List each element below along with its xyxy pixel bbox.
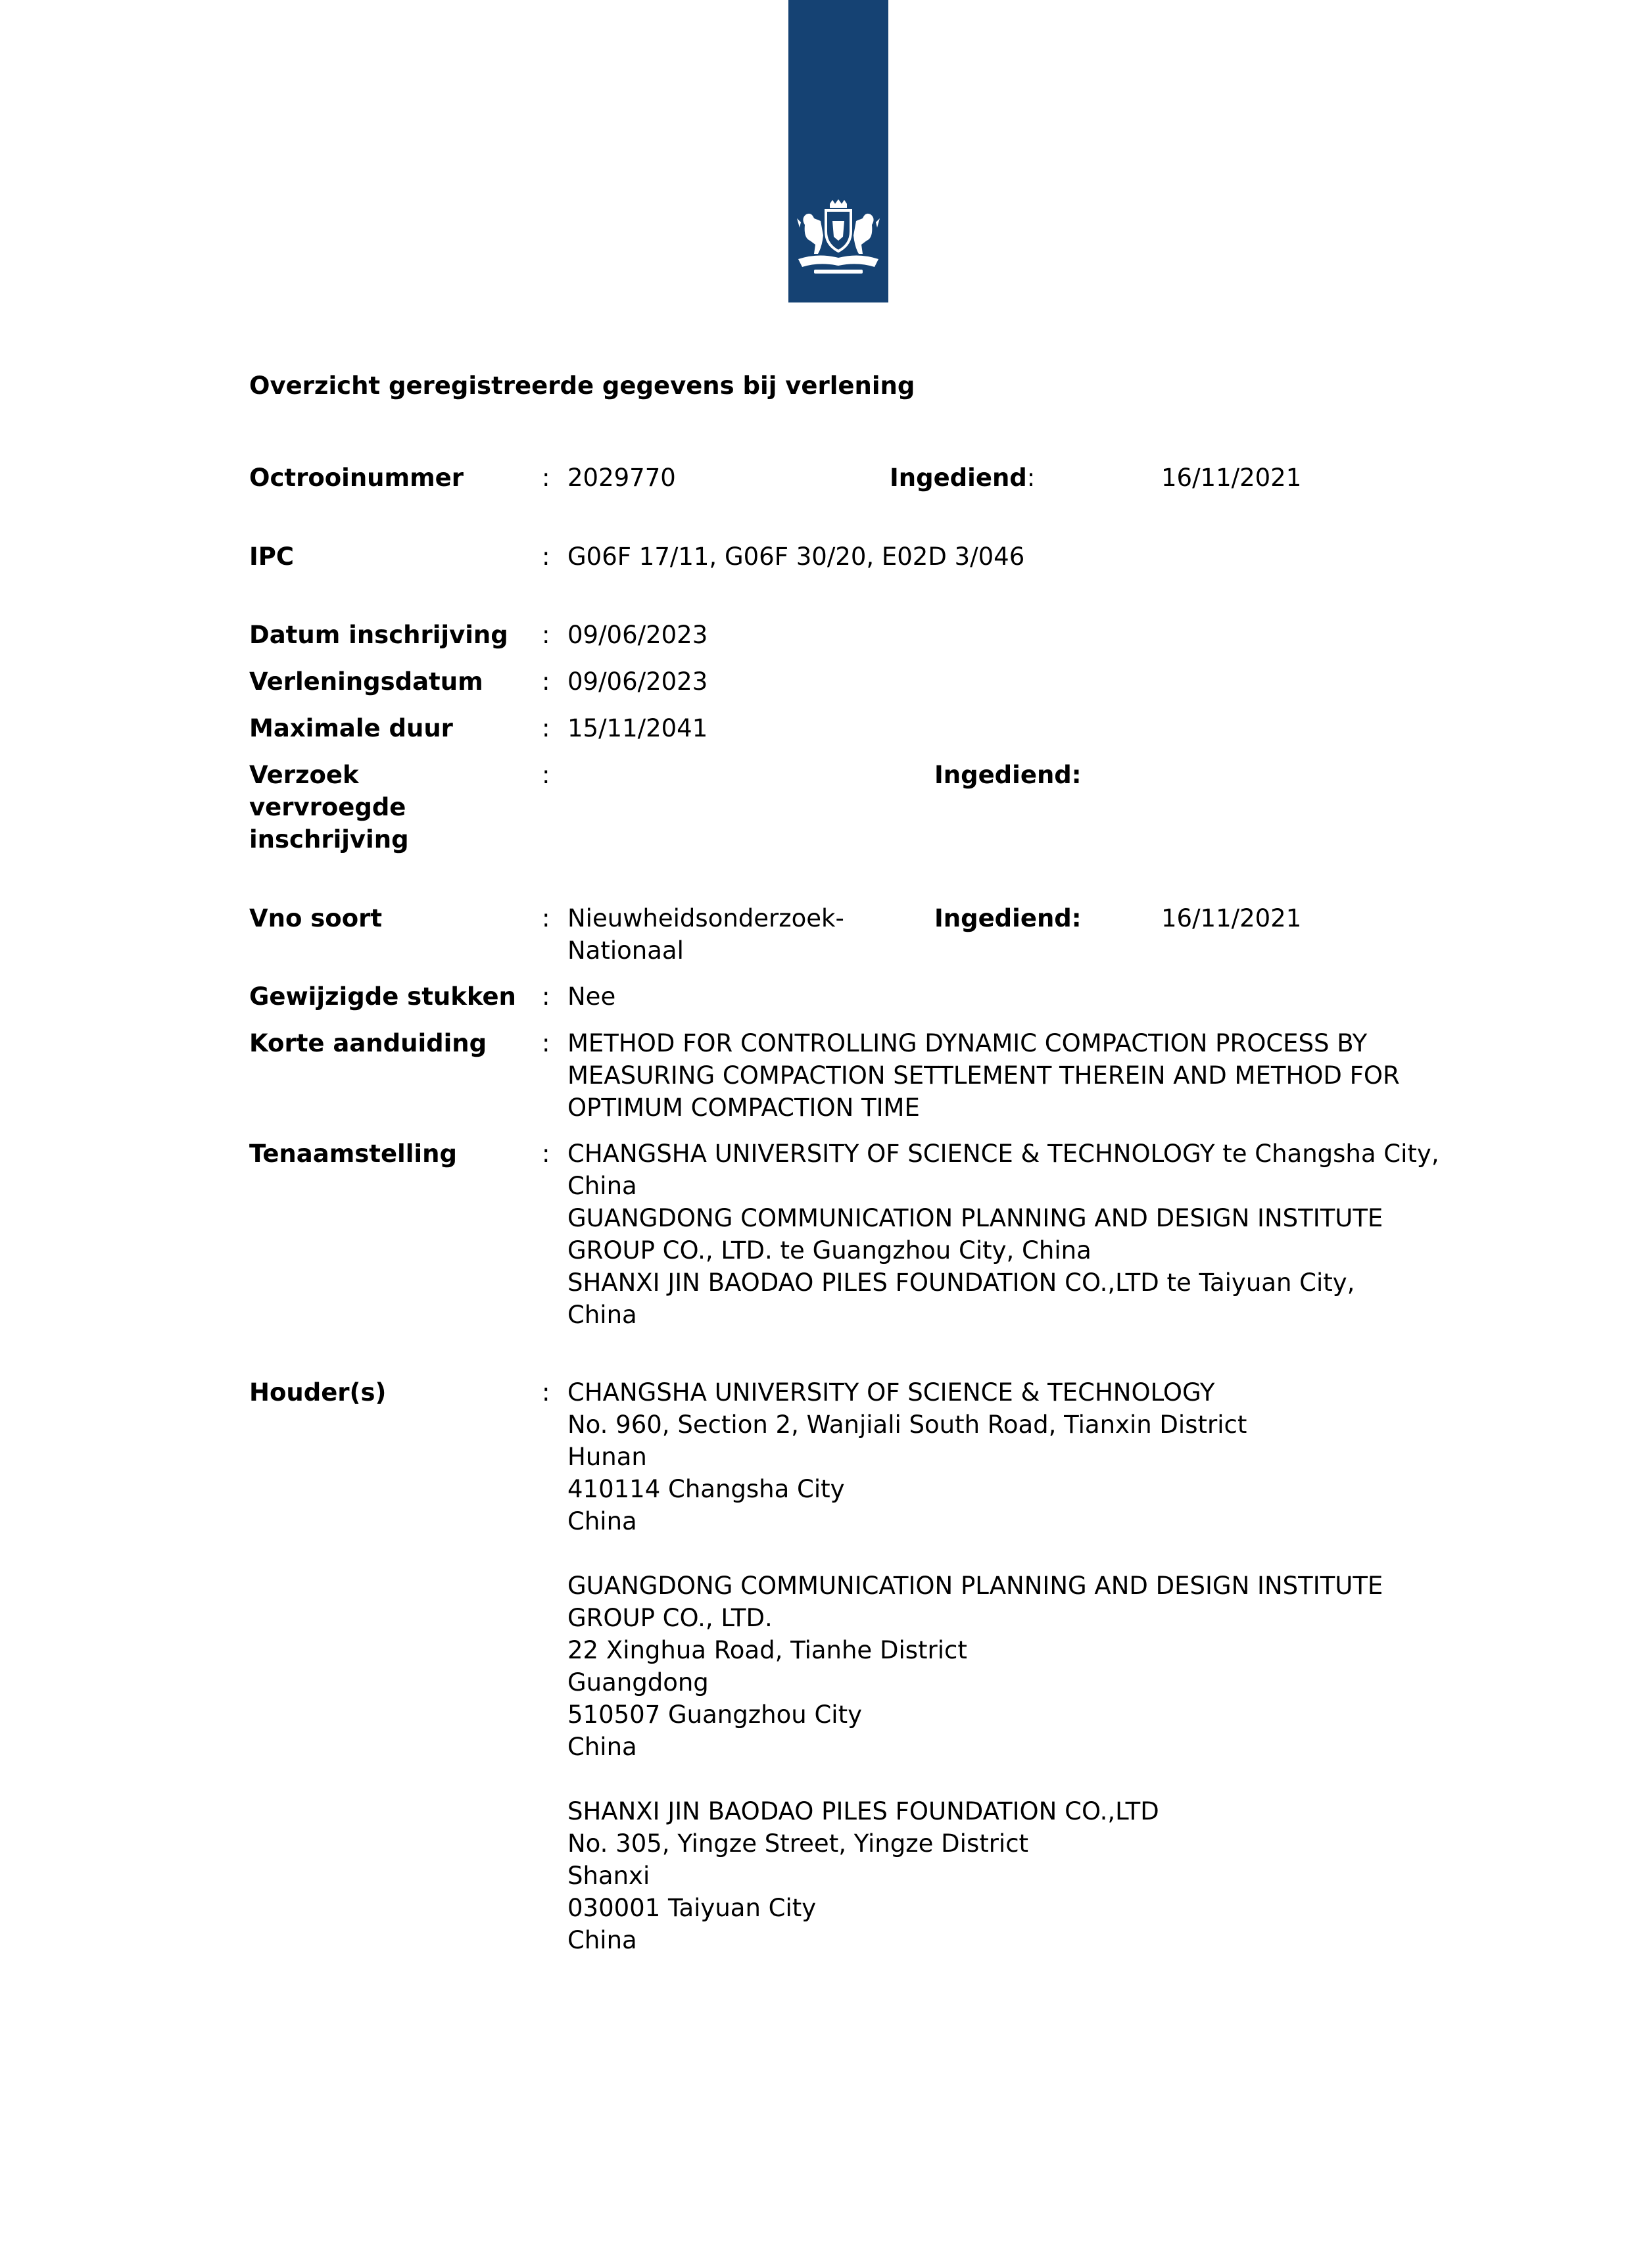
value-line: Nieuwheidsonderzoek- (567, 904, 844, 932)
label-line: inschrijving (249, 825, 409, 854)
holder-line: 410114 Changsha City (567, 1475, 845, 1503)
holder-line: 22 Xinghua Road, Tianhe District (567, 1636, 967, 1664)
holder-line: Guangdong (567, 1668, 709, 1697)
holder-line: China (567, 1507, 637, 1535)
value-octrooinummer: 2029770 (567, 464, 676, 492)
colon: : (542, 464, 550, 492)
value-ipc: G06F 17/11, G06F 30/20, E02D 3/046 (567, 543, 1025, 571)
value-gewijzigde-stukken: Nee (567, 982, 616, 1011)
holder-line: China (567, 1733, 637, 1761)
holder-line: China (567, 1926, 637, 1954)
colon: : (542, 1378, 550, 1407)
value-verleningsdatum: 09/06/2023 (567, 667, 708, 696)
value-line: OPTIMUM COMPACTION TIME (567, 1094, 920, 1122)
value-line: GROUP CO., LTD. te Guangzhou City, China (567, 1236, 1092, 1265)
colon: : (542, 982, 550, 1011)
label-tenaamstelling: Tenaamstelling (249, 1140, 457, 1168)
value-houders (567, 1376, 1481, 1956)
label-datum-inschrijving: Datum inschrijving (249, 621, 508, 649)
holder-line: Hunan (567, 1443, 647, 1471)
colon: : (542, 667, 550, 696)
label-maximale-duur: Maximale duur (249, 714, 453, 742)
holder-line: Shanxi (567, 1862, 650, 1890)
label-ipc: IPC (249, 543, 295, 571)
value-line: METHOD FOR CONTROLLING DYNAMIC COMPACTION PROCESS BY (567, 1029, 1368, 1057)
value-line: GUANGDONG COMMUNICATION PLANNING AND DESIGN INSTITUTE (567, 1204, 1383, 1232)
page-title: Overzicht geregistreerde gegevens bij verlening (249, 372, 915, 400)
colon: : (542, 761, 550, 789)
holder-line: SHANXI JIN BAODAO PILES FOUNDATION CO.,LTD (567, 1797, 1159, 1825)
value-line: MEASURING COMPACTION SETTLEMENT THEREIN AND METHOD FOR (567, 1061, 1400, 1090)
label-gewijzigde-stukken: Gewijzigde stukken (249, 982, 516, 1011)
holder-line: CHANGSHA UNIVERSITY OF SCIENCE & TECHNOLOGY (567, 1378, 1215, 1407)
label-line: Verzoek (249, 761, 359, 789)
value-korte-aanduiding (567, 1027, 1481, 1124)
label-ingediend-colon: : (1026, 464, 1036, 492)
colon: : (542, 904, 550, 932)
value-line: Nationaal (567, 936, 684, 965)
label-ingediend-verzoek: Ingediend: (934, 761, 1082, 789)
label-ingediend-vno: Ingediend: (934, 904, 1082, 932)
label-line: vervroegde (249, 793, 406, 821)
value-line: SHANXI JIN BAODAO PILES FOUNDATION CO.,LTD te Taiyuan City, (567, 1268, 1355, 1297)
label-vno-soort: Vno soort (249, 904, 383, 932)
value-line: China (567, 1301, 637, 1329)
value-datum-inschrijving: 09/06/2023 (567, 621, 708, 649)
value-line: China (567, 1172, 637, 1200)
colon: : (542, 621, 550, 649)
holder-block (567, 1795, 1481, 1956)
holder-line: 510507 Guangzhou City (567, 1701, 862, 1729)
label-verzoek-vervroegde-inschrijving (249, 759, 532, 856)
colon: : (542, 1029, 550, 1057)
value-maximale-duur: 15/11/2041 (567, 714, 708, 742)
holder-line: 030001 Taiyuan City (567, 1894, 817, 1922)
colon: : (542, 714, 550, 742)
value-ingediend-vno: 16/11/2021 (1161, 904, 1302, 932)
colon: : (542, 1140, 550, 1168)
holder-block (567, 1376, 1481, 1537)
colon: : (542, 543, 550, 571)
label-korte-aanduiding: Korte aanduiding (249, 1029, 487, 1057)
label-octrooinummer: Octrooinummer (249, 464, 464, 492)
value-ingediend: 16/11/2021 (1161, 464, 1302, 492)
holder-block (567, 1570, 1481, 1763)
holder-line: GUANGDONG COMMUNICATION PLANNING AND DESIGN INSTITUTE (567, 1572, 1383, 1600)
label-ingediend (890, 462, 1035, 494)
label-houders: Houder(s) (249, 1378, 387, 1407)
value-tenaamstelling (567, 1138, 1481, 1331)
value-vno-soort (567, 902, 844, 967)
holder-line: GROUP CO., LTD. (567, 1604, 773, 1632)
holder-line: No. 305, Yingze Street, Yingze District (567, 1829, 1029, 1858)
holder-line: No. 960, Section 2, Wanjiali South Road, Tianxin District (567, 1411, 1247, 1439)
label-verleningsdatum: Verleningsdatum (249, 667, 483, 696)
rijksoverheid-crest-icon (792, 199, 885, 279)
value-line: CHANGSHA UNIVERSITY OF SCIENCE & TECHNOLOGY te Changsha City, (567, 1140, 1439, 1168)
label-ingediend-text: Ingediend (890, 464, 1027, 492)
